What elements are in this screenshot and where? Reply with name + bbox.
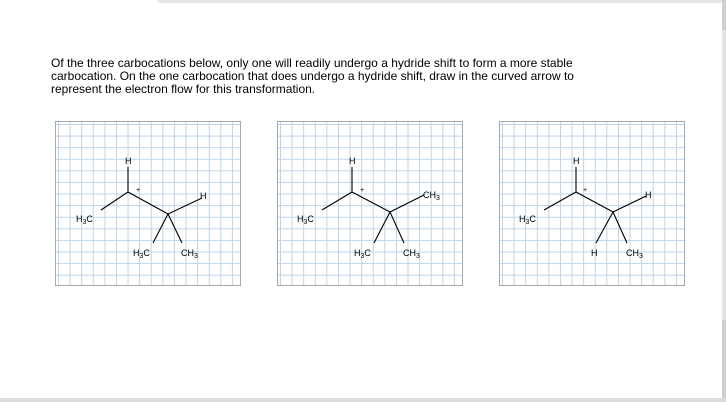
h3c-c: C xyxy=(529,214,536,224)
h3c-h: H xyxy=(297,214,304,224)
scrollbar-thumb[interactable] xyxy=(722,30,726,320)
drawing-canvas-1[interactable] xyxy=(55,121,241,286)
h-label: H xyxy=(645,190,652,200)
svg-text:H3C xyxy=(354,248,371,260)
h3c-h: H xyxy=(133,248,140,258)
svg-text:CH3 xyxy=(181,248,198,260)
instructions-line-3: represent the electron flow for this transformation. xyxy=(51,82,316,96)
svg-text:H3C xyxy=(76,214,93,226)
ch3-c: C xyxy=(403,248,410,258)
h3c-subscript: 3 xyxy=(139,253,144,260)
positive-charge: + xyxy=(360,187,365,194)
h3c-c: C xyxy=(143,248,150,258)
ch3-h: H xyxy=(409,248,416,258)
h3c-subscript: 3 xyxy=(525,219,530,226)
h3c-c: C xyxy=(307,214,314,224)
svg-text:H3C xyxy=(297,214,314,226)
window-top-border xyxy=(158,0,726,3)
ch3-subscript: 3 xyxy=(416,253,420,260)
svg-text:H3C xyxy=(519,214,536,226)
ch3-h: H xyxy=(187,248,194,258)
h3c-h: H xyxy=(76,214,83,224)
instructions-line-2: carbocation. On the one carbocation that does undergo a hydride shift, draw in the curved arrow to xyxy=(51,69,574,83)
ch3-subscript: 3 xyxy=(639,253,643,260)
ch3-h: H xyxy=(429,190,436,200)
h-label: H xyxy=(591,248,598,258)
h3c-h: H xyxy=(519,214,526,224)
instructions-line-1: Of the three carbocations below, only one will readily undergo a hydride shift to form a more stable xyxy=(51,56,573,70)
h3c-subscript: 3 xyxy=(303,219,308,226)
window-bottom-border xyxy=(0,398,726,402)
h3c-c: C xyxy=(86,214,93,224)
h3c-h: H xyxy=(354,248,361,258)
h-label: H xyxy=(349,156,356,166)
ch3-subscript: 3 xyxy=(194,253,198,260)
svg-text:CH3 xyxy=(423,190,440,202)
ch3-c: C xyxy=(423,190,430,200)
svg-text:CH3 xyxy=(626,248,643,260)
h3c-subscript: 3 xyxy=(360,253,365,260)
carbocation-structure-3 xyxy=(500,122,686,287)
h3c-c: C xyxy=(364,248,371,258)
ch3-c: C xyxy=(181,248,188,258)
carbocation-structure-1 xyxy=(56,122,242,287)
drawing-canvas-3[interactable] xyxy=(499,121,685,286)
h-label: H xyxy=(573,156,580,166)
carbocation-structure-2 xyxy=(278,122,464,287)
svg-text:H3C xyxy=(133,248,150,260)
h3c-subscript: 3 xyxy=(82,219,87,226)
h-label: H xyxy=(125,156,132,166)
positive-charge: + xyxy=(583,187,588,194)
ch3-c: C xyxy=(626,248,633,258)
h-label: H xyxy=(200,191,207,201)
ch3-h: H xyxy=(632,248,639,258)
positive-charge: + xyxy=(136,187,141,194)
ch3-subscript: 3 xyxy=(436,195,440,202)
question-instructions xyxy=(51,57,651,96)
drawing-canvas-2[interactable] xyxy=(277,121,463,286)
svg-text:CH3 xyxy=(403,248,420,260)
